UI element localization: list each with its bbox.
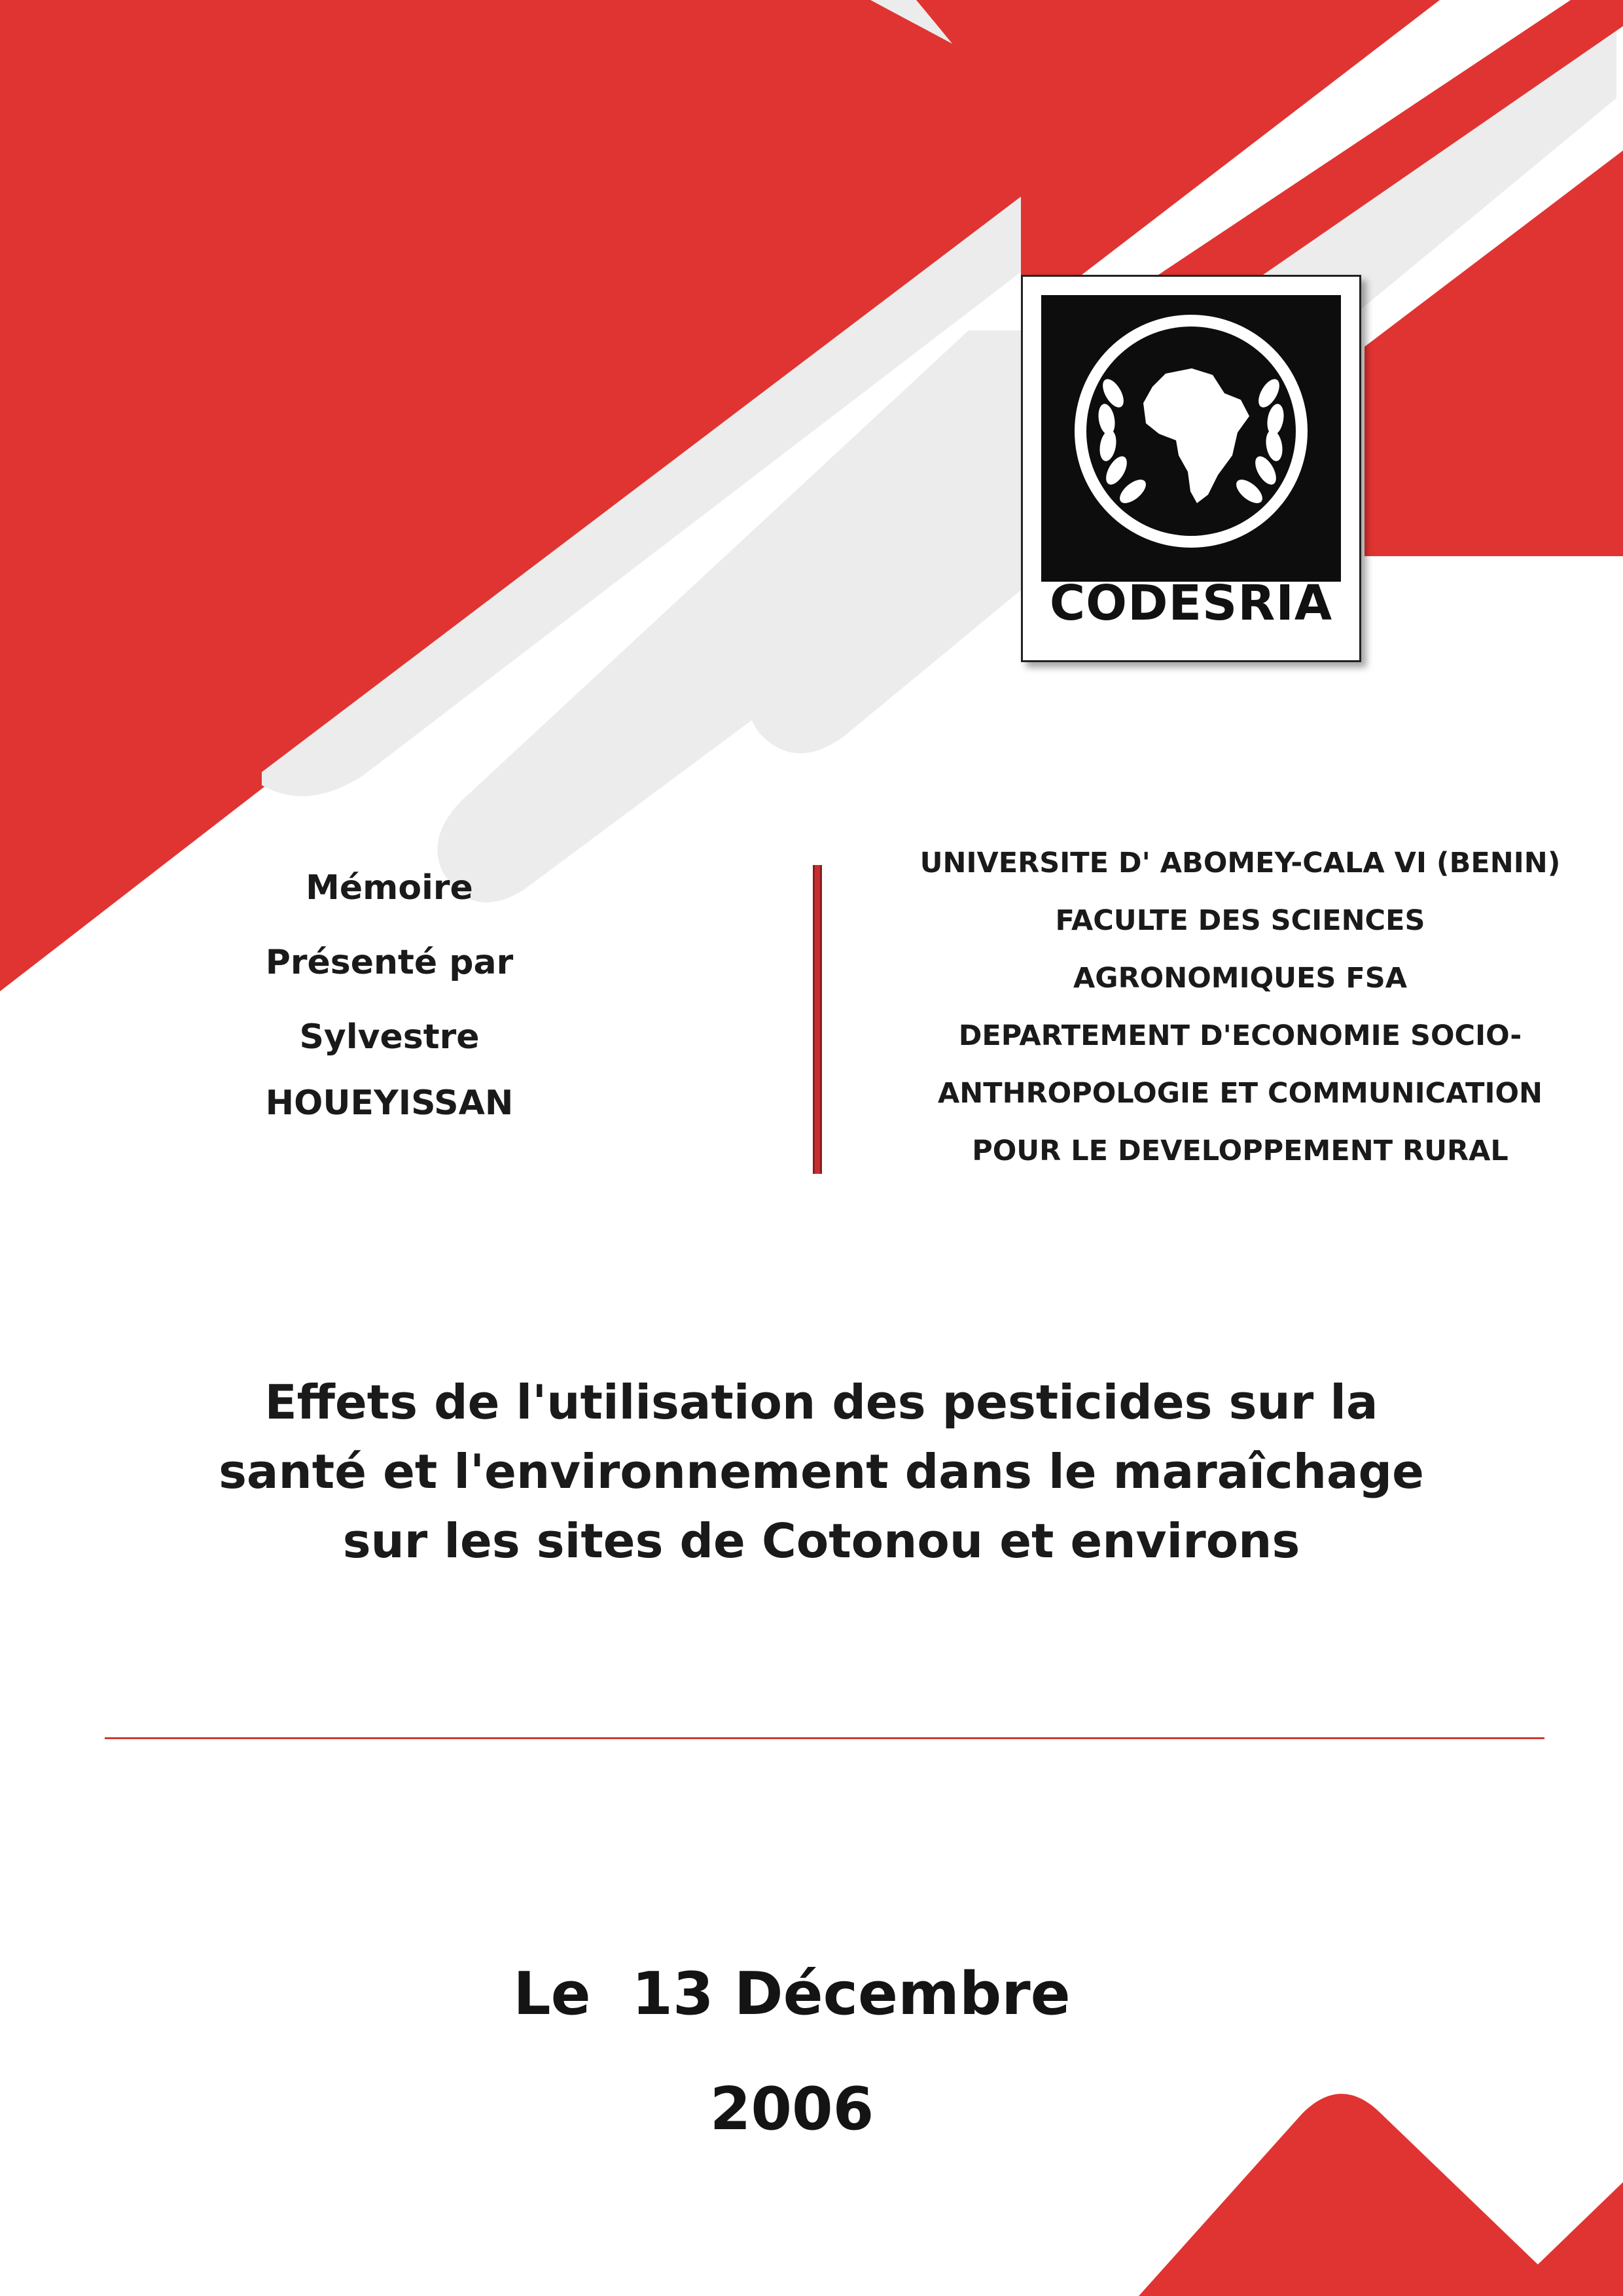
logo-text: CODESRIA (1041, 582, 1341, 625)
institution-line: ANTHROPOLOGIE ET COMMUNICATION (937, 1077, 1543, 1110)
author-first-name: Sylvestre (299, 1017, 480, 1057)
document-title (131, 1368, 1512, 1576)
codesria-logo (1021, 275, 1361, 662)
memoire-label: Mémoire (306, 868, 473, 908)
institution-line: AGRONOMIQUES FSA (1073, 962, 1407, 995)
institution-block (877, 834, 1603, 1180)
date-block (262, 1937, 1322, 2167)
institution-line: FACULTE DES SCIENCES (1055, 904, 1425, 937)
date-day-month: Le 13 Décembre (513, 1960, 1071, 2028)
institution-line: UNIVERSITE D' ABOMEY-CALA VI (BENIN) (919, 847, 1561, 879)
institution-line: POUR LE DEVELOPPEMENT RURAL (972, 1135, 1508, 1167)
presented-by-label: Présenté par (265, 943, 514, 982)
title-line: Effets de l'utilisation des pesticides sur la (264, 1375, 1378, 1430)
horizontal-rule (105, 1737, 1544, 1739)
africa-laurel-icon (1041, 295, 1341, 576)
title-line: sur les sites de Cotonou et environs (342, 1513, 1300, 1568)
title-line: santé et l'environnement dans le maraîchage (219, 1444, 1424, 1499)
logo-frame (1041, 295, 1341, 631)
institution-line: DEPARTEMENT D'ECONOMIE SOCIO- (958, 1019, 1522, 1052)
date-year: 2006 (709, 2075, 874, 2144)
author-block (164, 851, 615, 1136)
author-last-name: HOUEYISSAN (265, 1084, 514, 1123)
vertical-divider (813, 865, 822, 1174)
